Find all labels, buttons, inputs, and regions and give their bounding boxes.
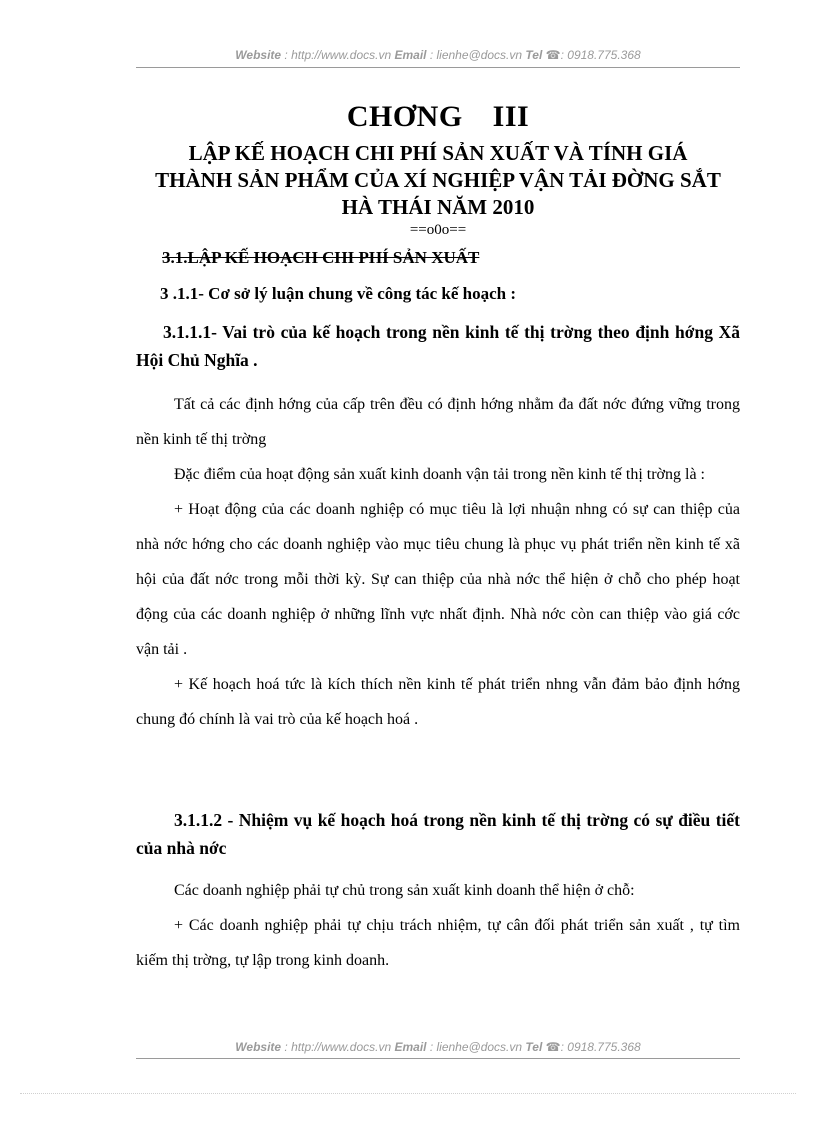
paragraph: + Kế hoạch hoá tức là kích thích nền kinh tế phát triển nhng vẫn đảm bảo định hớng chung đó chính là vai trò của kế hoạch hoá . [136, 676, 740, 728]
phone-icon: ☎ [545, 48, 561, 62]
phone-icon: ☎ [545, 1040, 561, 1054]
header-rule [136, 67, 740, 68]
paragraph: + Hoạt động của các doanh nghiệp có mục tiêu là lợi nhuận nhng có sự can thiệp của nhà nớc hớng cho các doanh nghiệp vào mục tiêu chung là phục vụ phát triển nền kinh tế xã hội của đất nớc trong mỗi thời kỳ. Sự can thiệp của nhà nớc thể hiện ở chỗ cho phép hoạt động của các doanh nghiệp ở những lĩnh vực nhất định. Nhà nớc còn can thiệp vào giá cớc vận tải . [136, 501, 740, 658]
header-website-value[interactable]: : http://www.docs.vn [281, 48, 395, 62]
footer-website-value[interactable]: : http://www.docs.vn [281, 1040, 395, 1054]
paragraph: + Các doanh nghiệp phải tự chịu trách nhiệm, tự cân đối phát triển sản xuất , tự tìm kiếm thị trờng, tự lập trong kinh doanh. [136, 917, 740, 969]
page-footer [136, 1040, 740, 1054]
footer-website-label: Website [235, 1040, 282, 1054]
paragraph: Các doanh nghiệp phải tự chủ trong sản xuất kinh doanh thể hiện ở chỗ: [174, 882, 635, 899]
footer-rule [136, 1058, 740, 1059]
header-tel-label: Tel [525, 48, 543, 62]
section-heading: 3.1.LẬP KẾ HOẠCH CHI PHÍ SẢN XUẤT [162, 248, 480, 267]
chapter-title: LẬP KẾ HOẠCH CHI PHÍ SẢN XUẤT VÀ TÍNH GIÁ THÀNH SẢN PHẨM CỦA XÍ NGHIỆP VẬN TẢI ĐỜNG SẮT HÀ THÁI NĂM 2010 [155, 141, 721, 219]
page-header [136, 48, 740, 62]
title-separator: ==o0o== [409, 222, 467, 238]
footer-tel-label: Tel [525, 1040, 543, 1054]
paragraph: Đặc điểm của hoạt động sản xuất kinh doanh vận tải trong nền kinh tế thị trờng là : [174, 466, 705, 483]
footer-tel-value: : 0918.775.368 [560, 1040, 641, 1054]
subsection-heading-1: 3 .1.1- Cơ sở lý luận chung về công tác kế hoạch : [160, 284, 517, 303]
page-bottom-dotted-line [20, 1093, 796, 1094]
header-email-label: Email [394, 48, 427, 62]
body-text-2 [136, 873, 740, 978]
chapter-heading: CHƠNG III [346, 100, 530, 133]
header-email-value[interactable]: : lienhe@docs.vn [426, 48, 526, 62]
paragraph: Tất cả các định hớng của cấp trên đều có định hớng nhằm đa đất nớc đứng vững trong nền kinh tế thị trờng [136, 396, 740, 448]
subsection-heading-2: 3.1.1.1- Vai trò của kế hoạch trong nền kinh tế thị trờng theo định hớng Xã Hội Chủ Nghĩa . [136, 322, 740, 370]
subsection-heading-3: 3.1.1.2 - Nhiệm vụ kế hoạch hoá trong nền kinh tế thị trờng có sự điều tiết của nhà nớc [136, 810, 740, 858]
footer-email-label: Email [394, 1040, 427, 1054]
header-tel-value: : 0918.775.368 [560, 48, 641, 62]
footer-email-value[interactable]: : lienhe@docs.vn [426, 1040, 526, 1054]
body-text-1 [136, 387, 740, 737]
header-website-label: Website [235, 48, 282, 62]
